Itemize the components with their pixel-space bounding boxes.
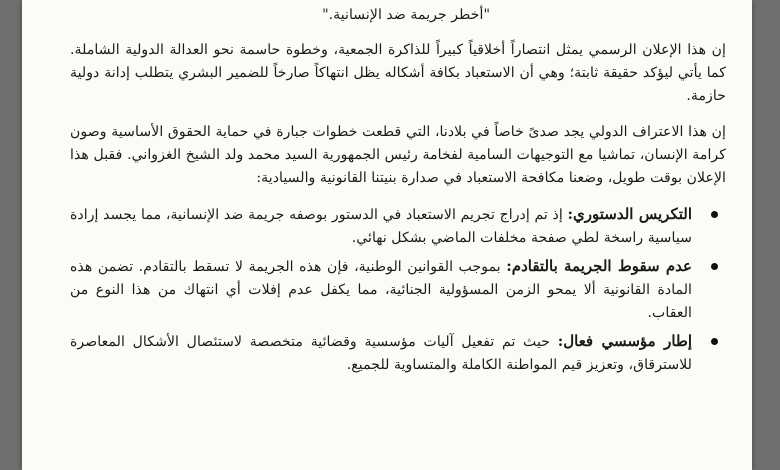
point-title: إطار مؤسسي فعال:	[557, 332, 692, 350]
point-title: عدم سقوط الجريمة بالتقادم:	[506, 257, 692, 275]
list-item	[70, 203, 726, 250]
bullet-icon	[711, 338, 718, 345]
document-body	[70, 4, 726, 382]
points-list	[70, 203, 726, 377]
document-page	[22, 0, 752, 470]
quote-line: "أخطر جريمة ضد الإنسانية."	[322, 7, 490, 23]
point-title: التكريس الدستوري:	[567, 205, 692, 223]
bullet-icon	[711, 211, 718, 218]
paragraph-recognition: إن هذا الاعتراف الدولي يجد صدىً خاصاً في بلادنا، التي قطعت خطوات جبارة في حماية الحقوق الأساسية وصون كرامة الإنسان، تماشيا مع التوجيهات السامية لفخامة رئيس الجمهورية السيد محمد ولد الشيخ الغزواني. فقبل هذا الإعلان بوقت طويل، وضعنا مكافحة الاستعباد في صدارة بنيتنا القانونية والسيادية:	[70, 124, 726, 186]
point-text: حيث تم تفعيل آليات مؤسسية وقضائية متخصصة لاستئصال الأشكال المعاصرة للاسترقاق، وتعزيز قيم المواطنة الكاملة والمتساوية للجميع.	[70, 334, 692, 373]
point-text: بموجب القوانين الوطنية، فإن هذه الجريمة لا تسقط بالتقادم. تضمن هذه المادة القانونية ألا يمحو الزمن المسؤولية الجنائية، مما يكفل عدم إفلات أي انتهاك من هذا النوع من العقاب.	[70, 259, 692, 321]
paragraph-declaration: إن هذا الإعلان الرسمي يمثل انتصاراً أخلاقياً كبيراً للذاكرة الجمعية، وخطوة حاسمة نحو العدالة الدولية الشاملة. كما يأتي ليؤكد حقيقة ثابتة؛ وهي أن الاستعباد بكافة أشكاله يظل انتهاكاً صارخاً للضمير البشري يتطلب إدانة دولية حازمة.	[70, 42, 726, 104]
point-text: إذ تم إدراج تجريم الاستعباد في الدستور بوصفه جريمة ضد الإنسانية، مما يجسد إرادة سياسية راسخة لطي صفحة مخلفات الماضي بشكل نهائي.	[70, 207, 692, 246]
list-item	[70, 255, 726, 325]
list-item	[70, 330, 726, 377]
bullet-icon	[711, 263, 718, 270]
